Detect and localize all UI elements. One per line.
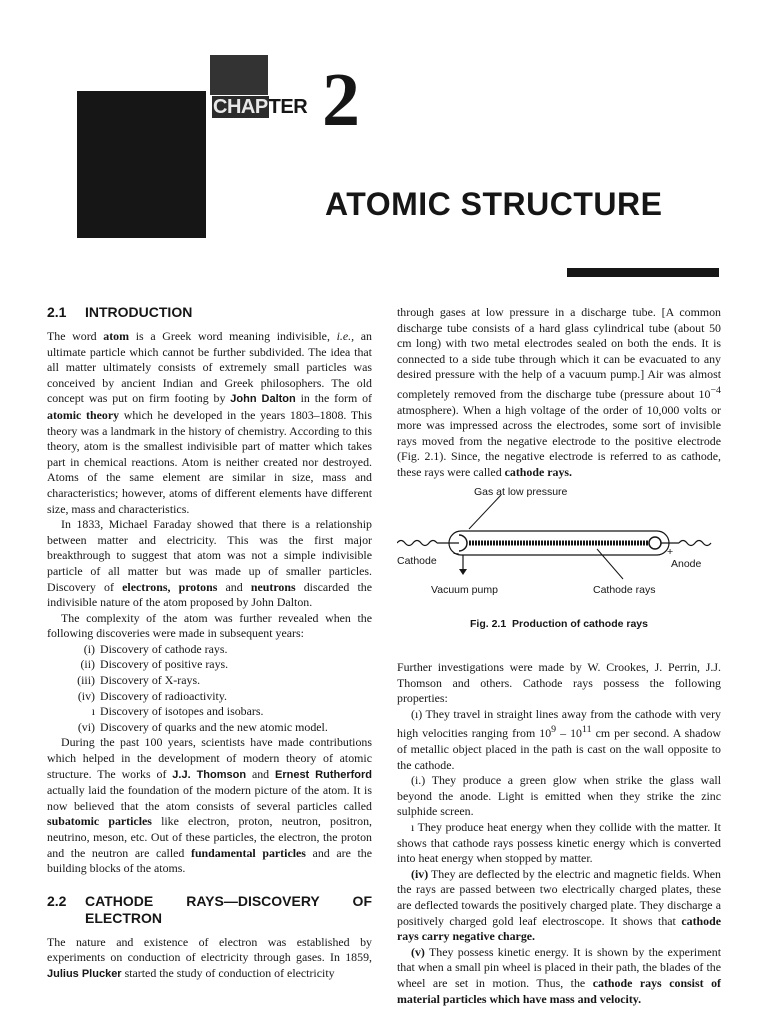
text: and are the building blocks of the atoms.: [47, 845, 372, 876]
term-atomic-theory: atomic theory: [47, 407, 120, 422]
exponent: 9: [551, 724, 557, 736]
term-atom: atom: [103, 329, 130, 343]
list-item: [47, 720, 372, 736]
text: They produce a green glow when strike the glass wall beyond the anode. Light is emitted when they strike the zinc sulphide screen.: [397, 773, 721, 819]
paragraph: [47, 735, 372, 876]
text: and: [217, 579, 251, 594]
list-text: Discovery of quarks and the new atomic model.: [100, 719, 328, 734]
term-electrons-protons: electrons, protons: [122, 579, 218, 594]
text: – 10: [556, 726, 583, 741]
paragraph: The complexity of the atom was further revealed when the following discoveries were made in subsequent years:: [47, 610, 372, 641]
label-anode: Anode: [671, 557, 702, 570]
list-number: (i): [83, 641, 95, 656]
paragraph: [397, 305, 721, 481]
label-gas: Gas at low pressure: [474, 485, 568, 498]
label-plus: +: [667, 545, 674, 558]
text: They possess kinetic energy. It is shown by the experiment that when a small pin wheel is placed in their path, the blades of the wheel are set in motion. Thus, the: [397, 944, 721, 990]
name-dalton: John Dalton: [230, 393, 296, 406]
text: They produce heat energy when they collide with the matter. It shows that cathode rays possess kinetic energy which is converted into heat energy when stopped by matter.: [397, 820, 721, 866]
text: and: [246, 766, 275, 781]
name-plucker: Julius Plucker: [47, 967, 122, 980]
chapter-image-dark-block: [77, 91, 206, 238]
list-item: [47, 657, 372, 673]
section-number: 2.1: [47, 304, 67, 320]
list-item: [47, 673, 372, 689]
text: The nature and existence of electron was established by experiments on conduction of electricity through gases. In 1859,: [47, 934, 372, 965]
text: started the study of conduction of electricity: [121, 965, 335, 980]
list-number: (vi): [77, 719, 95, 734]
paragraph: [47, 329, 372, 517]
section-number: 2.2: [47, 892, 67, 909]
chapter-label-rest: TER: [268, 96, 308, 118]
text: cm per second. A shadow of metallic object placed in the path is cast on the wall opposite to the cathode.: [397, 726, 722, 772]
paragraph: Further investigations were made by W. Crookes, J. Perrin, J.J. Thomson and others. Cathode rays possess the following properties:: [397, 660, 721, 706]
label-minus: −: [453, 547, 460, 560]
term-subatomic: subatomic particles: [47, 814, 152, 829]
label-cathode: Cathode: [397, 554, 437, 567]
text: through gases at low pressure in a discharge tube. [A common discharge tube consists of a hard glass cylindrical tube (about 50 cm long) with two metal electrodes sealed on both the ends. It is connected to a side tube through which it can be evacuated to any desired pressure with the help of a vacuum pump.] Air was almost completely removed from the discharge tube (pressure about 10: [397, 305, 721, 401]
text: atmosphere). When a high voltage of the order of 10,000 volts or more was impressed across the electrodes, some sort of invisible rays moved from the negative electrode to the positive electrode (Fig. 2.1). Since, the negative electrode is referred to as cathode, these rays were called: [397, 402, 721, 479]
text: an ultimate particle which cannot be further subdivided. The idea that all matter ultimately consists of extremely small particles was conceived by ancient Indian and Greek philosophers. The old concept was put on firm footing by: [47, 329, 372, 406]
list-item: [47, 704, 372, 720]
property-number: ı: [411, 820, 415, 834]
property-number: (i.): [411, 773, 426, 788]
chapter-label: [212, 96, 307, 119]
property-number: (ı): [411, 706, 423, 721]
term-fundamental: fundamental particles: [190, 845, 306, 860]
anode-wire: [679, 540, 711, 545]
text: In 1833, Michael Faraday showed that there is a relationship between matter and electricity. This was the first major breakthrough to suggest that atom was not a simple indivisible particle of all matter but was made up of smaller particles. Discovery of: [47, 517, 372, 594]
property-4: [397, 867, 721, 945]
list-number: (iv): [77, 688, 95, 703]
text: discarded the indivisible nature of the atom proposed by John Dalton.: [47, 579, 372, 610]
figure-discharge-tube: [397, 487, 721, 615]
anode-electrode: [649, 537, 661, 549]
list-text: Discovery of radioactivity.: [100, 688, 228, 703]
list-text: Discovery of cathode rays.: [100, 641, 228, 656]
cathode-wire: [397, 540, 437, 545]
list-text: Discovery of positive rays.: [100, 657, 229, 672]
right-column: [397, 305, 721, 1007]
property-1: [397, 707, 721, 773]
text: is a Greek word meaning indivisible,: [129, 329, 337, 343]
text: which he developed in the years 1803–1808. This theory was a landmark in the history of chemistry. According to this theory, atom is the smallest indivisible part of matter which takes part in chemical reactions. Atom is neither created nor destroyed. Atoms of the same element are similar in size, mass and characteristics; however, atoms of different elements have different size, mass and characteristics.: [47, 407, 372, 516]
section-heading-2-2: [47, 893, 372, 927]
paragraph: [47, 517, 372, 611]
title-rule: [567, 268, 719, 277]
text-italic: i.e.,: [336, 329, 355, 343]
exponent: −4: [710, 384, 721, 396]
label-vacuum-pump: Vacuum pump: [431, 583, 498, 596]
chapter-number: 2: [322, 58, 360, 142]
chapter-label-inverse: CHAP: [213, 96, 268, 118]
property-number: (v): [411, 944, 425, 959]
rays-pointer-line: [597, 549, 623, 579]
list-number: ı: [91, 704, 95, 719]
name-rutherford: Ernest Rutherford: [274, 768, 372, 781]
left-column: [47, 304, 372, 983]
property-5: [397, 945, 721, 1007]
label-cathode-rays: Cathode rays: [593, 583, 656, 596]
list-text: Discovery of isotopes and isobars.: [100, 704, 264, 719]
property-2: [397, 773, 721, 820]
list-number: (iii): [77, 673, 95, 688]
figure-caption: [397, 617, 721, 633]
text: The word: [47, 329, 104, 343]
text: During the past 100 years, scientists have made contributions which helped in the development of modern theory of atomic structure. The works of: [47, 735, 372, 781]
chapter-title: ATOMIC STRUCTURE: [325, 186, 663, 222]
caption-text: Production of cathode rays: [512, 617, 648, 630]
section-title: INTRODUCTION: [85, 304, 193, 320]
text-bold: cathode rays: [592, 975, 662, 990]
text: They are deflected by the electric and magnetic fields. When the rays are passed between two electrically charged plates, these are deflected towards the positively charged plate. They discharge a positively charged gold leaf electroscope. It shows that: [397, 866, 721, 928]
section-title: CATHODE RAYS—DISCOVERY OF ELECTRON: [85, 892, 372, 926]
discoveries-list: [47, 642, 372, 736]
text: They travel in straight lines away from the cathode with very high velocities ranging from 10: [397, 706, 721, 741]
text-bold: cathode rays carry negative charge.: [397, 913, 721, 944]
property-3: [397, 820, 721, 867]
pump-arrow: [459, 569, 467, 575]
list-text: Discovery of X-rays.: [100, 673, 201, 688]
name-thomson: J.J. Thomson: [172, 768, 247, 781]
text: actually laid the foundation of the modern picture of the atom. It is now believed that the atom consists of several particles called: [47, 783, 372, 813]
term-cathode-rays: cathode rays.: [504, 464, 572, 479]
text: like electron, proton, neutron, positron, neutrino, meson, etc. Out of these particles, the electron, the proton and the neutron are called: [47, 814, 372, 860]
chapter-image-small-block: [210, 55, 268, 95]
list-item: [47, 642, 372, 658]
paragraph: [47, 935, 372, 983]
text-bold: consist of material particles which have mass and velocity.: [397, 975, 721, 1006]
section-heading-2-1: [47, 304, 372, 321]
caption-number: Fig. 2.1: [470, 617, 507, 630]
cathode-electrode: [459, 535, 467, 551]
list-number: (ii): [80, 657, 95, 672]
term-neutrons: neutrons: [250, 579, 296, 594]
exponent: 11: [582, 724, 592, 736]
discharge-tube-diagram: [397, 487, 721, 597]
text: in the form of: [295, 391, 372, 406]
list-item: [47, 689, 372, 705]
property-number: (iv): [411, 866, 429, 881]
